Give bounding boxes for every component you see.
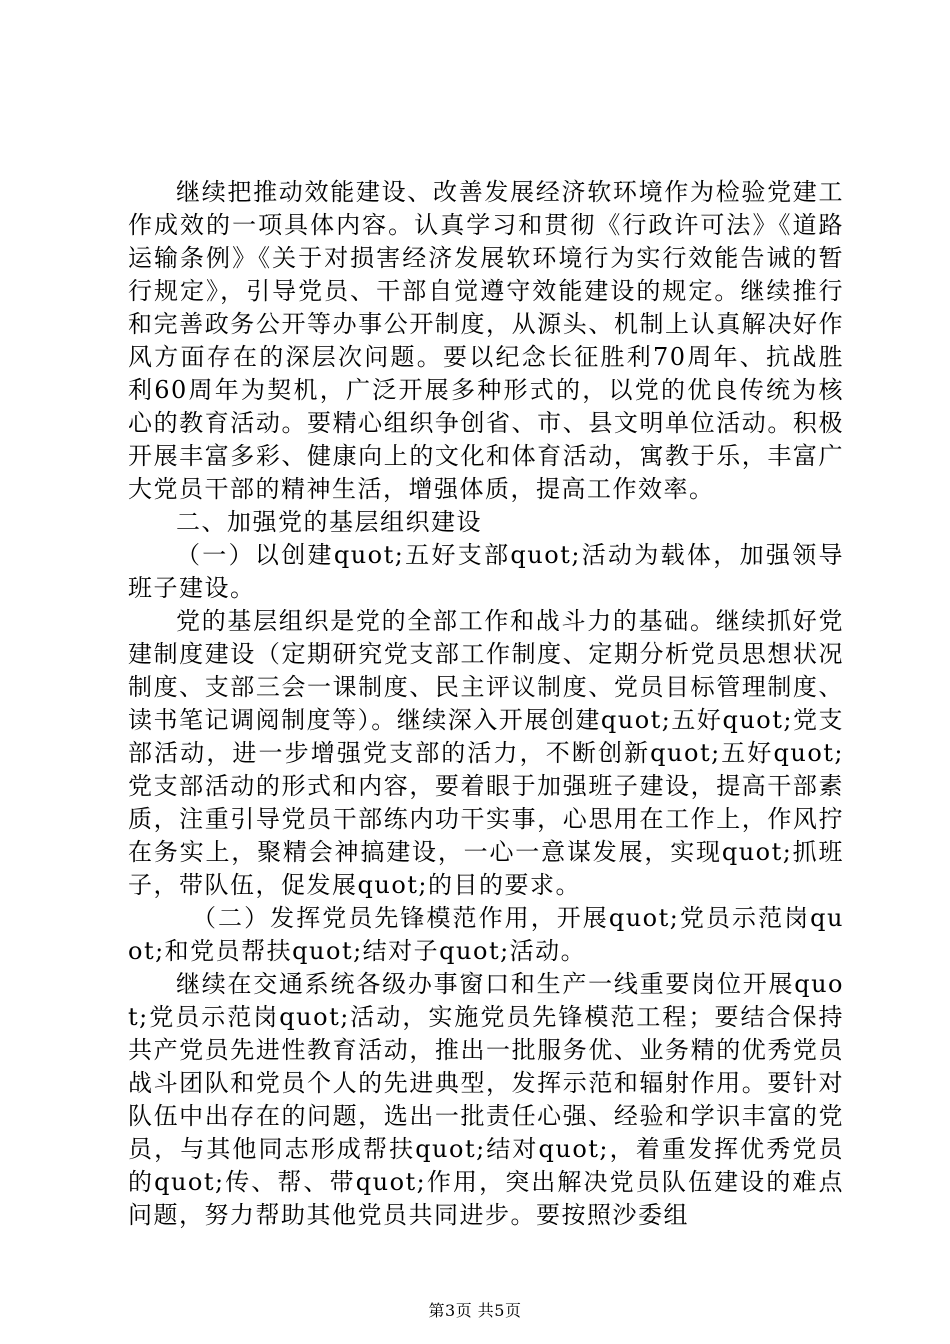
subheading-party-member-pioneer: （二）发挥党员先锋模范作用，开展quot;党员示范岗quot;和党员帮扶quot;结对子quot;活动。 [128,904,844,965]
page-number: 第3页 共5页 [428,1301,522,1320]
section-heading-grassroots: 二、加强党的基层组织建设 [176,508,482,536]
document-body [128,176,844,1232]
paragraph-efficiency-building: 继续把推动效能建设、改善发展经济软环境作为检验党建工作成效的一项具体内容。认真学习和贯彻《行政许可法》《道路运输条例》《关于对损害经济发展软环境行为实行效能告诫的暂行规定》，引导党员、干部自觉遵守效能建设的规定。继续推行和完善政务公开等办事公开制度，从源头、机制上认真解决好作风方面存在的深层次问题。要以纪念长征胜利70周年、抗战胜利60周年为契机，广泛开展多种形式的，以党的优良传统为核心的教育活动。要精心组织争创省、市、县文明单位活动。积极开展丰富多彩、健康向上的文化和体育活动，寓教于乐，丰富广大党员干部的精神生活，增强体质，提高工作效率。 [128,178,844,503]
paragraph-model-post: 继续在交通系统各级办事窗口和生产一线重要岗位开展quot;党员示范岗quot;活动，实施党员先锋模范工程；要结合保持共产党员先进性教育活动，推出一批服务优、业务精的优秀党员战斗团队和党员个人的先进典型，发挥示范和辐射作用。要针对队伍中出存在的问题，选出一批责任心强、经验和学识丰富的党员，与其他同志形成帮扶quot;结对quot;，着重发挥优秀党员的quot;传、帮、带quot;作用，突出解决党员队伍建设的难点问题，努力帮助其他党员共同进步。要按照沙委组 [128,970,844,1229]
paragraph-grassroots-organization: 党的基层组织是党的全部工作和战斗力的基础。继续抓好党建制度建设（定期研究党支部工作制度、定期分析党员思想状况制度、支部三会一课制度、民主评议制度、党员目标管理制度、读书笔记调阅制度等）。继续深入开展创建quot;五好quot;党支部活动，进一步增强党支部的活力，不断创新quot;五好quot;党支部活动的形式和内容，要着眼于加强班子建设，提高干部素质，注重引导党员干部练内功干实事，心思用在工作上，作风拧在务实上，聚精会神搞建设，一心一意谋发展，实现quot;抓班子，带队伍，促发展quot;的目的要求。 [128,607,844,899]
subheading-five-good-branch: （一）以创建quot;五好支部quot;活动为载体，加强领导班子建设。 [128,541,844,602]
